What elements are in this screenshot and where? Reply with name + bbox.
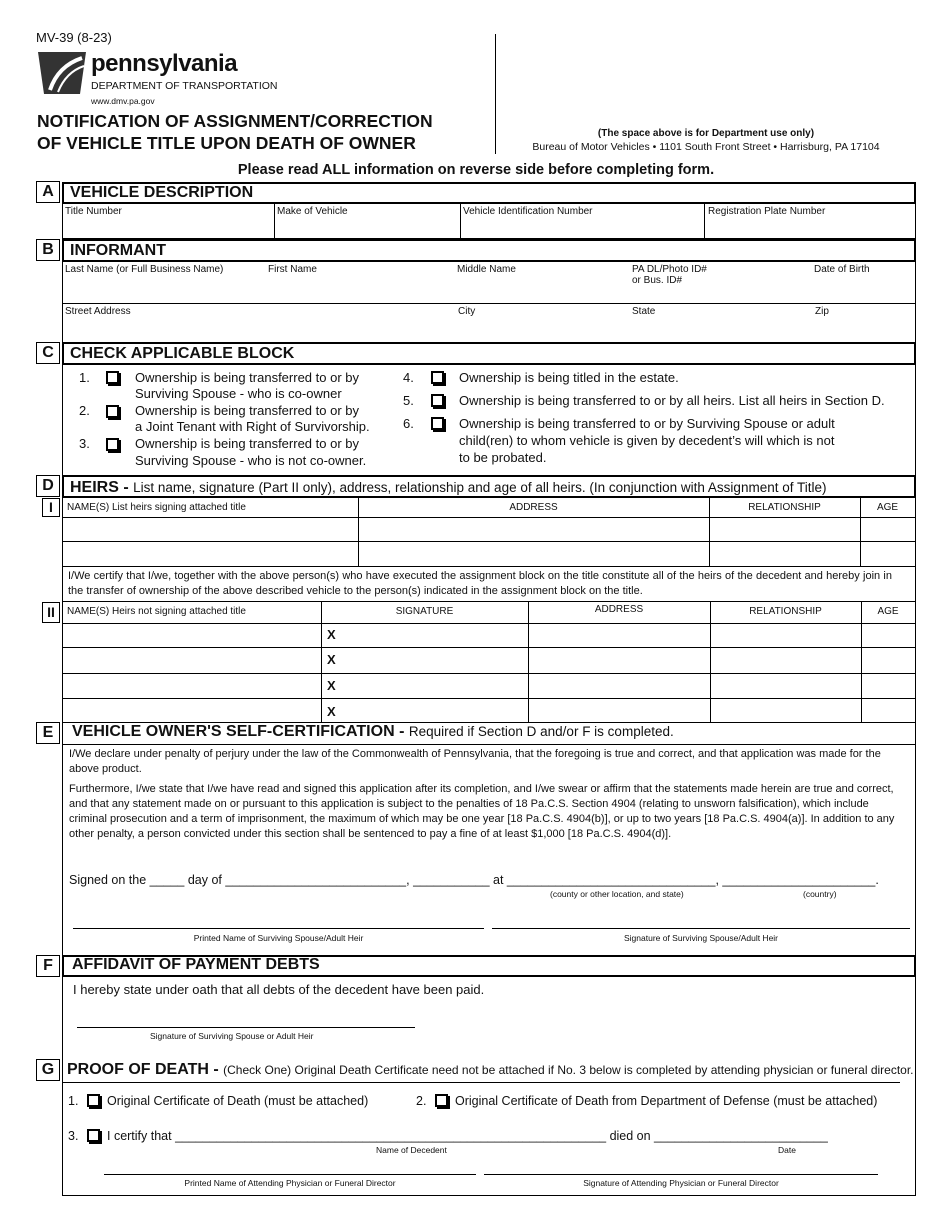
- section-a-letter: A: [36, 181, 60, 203]
- option-3-text2: Surviving Spouse - who is not co-owner.: [135, 453, 367, 468]
- heirs-not-signing-relationship-header: RELATIONSHIP: [749, 606, 822, 617]
- proof-option-2-num: 2.: [416, 1094, 427, 1108]
- proof-option-3-checkbox[interactable]: [87, 1129, 100, 1142]
- read-instructions: Please read ALL information on reverse side before completing form.: [237, 162, 715, 178]
- perjury-declaration: I/We declare under penalty of perjury under the law of the Commonwealth of Pennsylvania, that the foregoing is true and correct, and that application was made for the above product.: [69, 748, 881, 775]
- option-2-num: 2.: [79, 403, 90, 418]
- section-d-letter: D: [36, 475, 60, 497]
- heirs-signing-age-header: AGE: [876, 502, 899, 513]
- signed-on-line[interactable]: Signed on the _____ day of __________________________, ___________ at ______________________________, ______________________.: [69, 873, 879, 887]
- form-code: MV-39 (8-23): [36, 30, 112, 45]
- form-left-border: [62, 183, 63, 1196]
- dob-label: Date of Birth: [814, 264, 870, 275]
- bureau-address: Bureau of Motor Vehicles • 1101 South Front Street • Harrisburg, PA 17104: [532, 141, 880, 153]
- option-1-num: 1.: [79, 370, 90, 385]
- physician-signature-label: Signature of Attending Physician or Funeral Director: [583, 1178, 779, 1188]
- zip-label: Zip: [815, 306, 829, 317]
- make-of-vehicle-label: Make of Vehicle: [277, 206, 348, 217]
- option-6-text3: to be probated.: [459, 450, 547, 465]
- org-name: pennsylvania: [91, 50, 238, 77]
- signature-x-2[interactable]: X: [327, 652, 336, 667]
- bus-id-label: or Bus. ID#: [632, 275, 683, 286]
- option-1-text: Ownership is being transferred to or by: [135, 370, 359, 385]
- heirs-not-signing-name-header: NAME(S) Heirs not signing attached title: [67, 606, 246, 617]
- option-3-text: Ownership is being transferred to or by: [135, 436, 359, 451]
- section-a-title: VEHICLE DESCRIPTION: [70, 184, 254, 201]
- street-address-label: Street Address: [65, 306, 131, 317]
- plate-number-label: Registration Plate Number: [708, 206, 826, 217]
- heirs-not-signing-age-header: AGE: [877, 606, 899, 617]
- debts-paid-statement: I hereby state under oath that all debts of the decedent have been paid.: [73, 982, 485, 997]
- option-6-checkbox[interactable]: [431, 417, 444, 430]
- option-6-text2: child(ren) to whom vehicle is given by decedent’s will which is not: [459, 433, 835, 448]
- middle-name-label: Middle Name: [457, 264, 516, 275]
- option-4-num: 4.: [403, 370, 414, 385]
- signature-x-3[interactable]: X: [327, 678, 336, 693]
- form-bottom-border: [62, 1195, 916, 1196]
- section-c-letter: C: [36, 342, 60, 364]
- death-date-label: Date: [778, 1145, 796, 1155]
- printed-name-line[interactable]: [73, 928, 484, 929]
- proof-option-2-checkbox[interactable]: [435, 1094, 448, 1107]
- form-right-border: [915, 183, 916, 1196]
- title-number-label: Title Number: [65, 206, 122, 217]
- department-name: DEPARTMENT OF TRANSPORTATION: [91, 80, 278, 92]
- heirs-signing-relationship-header: RELATIONSHIP: [748, 502, 821, 513]
- option-5-checkbox[interactable]: [431, 394, 444, 407]
- country-label: (country): [803, 889, 837, 899]
- heirs-not-signing-address-header: ADDRESS: [594, 604, 644, 615]
- option-2-text2: a Joint Tenant with Right of Survivorship.: [135, 419, 370, 434]
- section-d-title: HEIRS - List name, signature (Part II only), address, relationship and age of all heirs. (In conjunction with Assignment of Title): [70, 479, 827, 496]
- county-label: (county or other location, and state): [550, 889, 684, 899]
- section-f-title: AFFIDAVIT OF PAYMENT DEBTS: [72, 956, 320, 973]
- informant-name-field[interactable]: [64, 285, 624, 301]
- section-e-letter: E: [36, 722, 60, 744]
- option-5-num: 5.: [403, 393, 414, 408]
- proof-option-3-num: 3.: [68, 1129, 79, 1143]
- option-3-checkbox[interactable]: [106, 438, 119, 451]
- title-number-field[interactable]: [64, 218, 272, 236]
- physician-printed-name-label: Printed Name of Attending Physician or Funeral Director: [184, 1178, 396, 1188]
- physician-printed-name-line[interactable]: [104, 1174, 476, 1175]
- proof-option-1-checkbox[interactable]: [87, 1094, 100, 1107]
- section-c-title: CHECK APPLICABLE BLOCK: [70, 345, 295, 362]
- option-2-checkbox[interactable]: [106, 405, 119, 418]
- part-1-label: I: [42, 498, 60, 517]
- decedent-name-label: Name of Decedent: [376, 1145, 447, 1155]
- printed-name-label: Printed Name of Surviving Spouse/Adult Heir: [193, 933, 364, 943]
- falsification-statement: Furthermore, I/we state that I/we have read and signed this application after its completion, and I/we swear or affirm that the statements made herein are true and correct, and that any statement made on or pursuant to this application is subject to the penalties of 18 Pa.C.S. Section 4904 (relating to unsworn falsification), which include criminal prosecution and a term of imprisonment, the maximum of which may be one year [18 Pa.C.S. 4904(b)], or up to two years [18 Pa.C.S. 4904(a)]. In addition to any other penalty, a person convicted under this section shall be sentenced to pay a fine of at least $1,000 [18 Pa.C.S. 4904(d)].: [69, 783, 895, 840]
- state-label: State: [632, 306, 656, 317]
- section-f-letter: F: [36, 955, 60, 977]
- option-2-text: Ownership is being transferred to or by: [135, 403, 359, 418]
- make-of-vehicle-field[interactable]: [276, 218, 458, 236]
- option-4-text: Ownership is being titled in the estate.: [459, 370, 679, 385]
- option-1-checkbox[interactable]: [106, 371, 119, 384]
- heirs-signing-name-header: NAME(S) List heirs signing attached title: [67, 502, 246, 513]
- heirs-signing-address-header: ADDRESS: [509, 502, 558, 513]
- pa-dl-label: PA DL/Photo ID#: [632, 264, 707, 275]
- website[interactable]: www.dmv.pa.gov: [91, 96, 155, 106]
- last-name-label: Last Name (or Full Business Name): [65, 264, 224, 275]
- section-g-letter: G: [36, 1059, 60, 1081]
- vin-field[interactable]: [462, 218, 702, 236]
- section-g-title: PROOF OF DEATH - (Check One) Original Death Certificate need not be attached if No. 3 below is completed by attending physician or funeral director.: [67, 1061, 914, 1078]
- signature-line[interactable]: [492, 928, 910, 929]
- proof-option-1-num: 1.: [68, 1094, 79, 1108]
- informant-address-field[interactable]: [64, 320, 904, 338]
- debts-signature-label: Signature of Surviving Spouse or Adult Heir: [150, 1031, 314, 1041]
- signature-x-4[interactable]: X: [327, 704, 336, 719]
- plate-number-field[interactable]: [706, 218, 912, 236]
- proof-option-3-text[interactable]: I certify that ______________________________________________________________ died on _________________________: [107, 1129, 828, 1143]
- section-b-title: INFORMANT: [70, 242, 166, 259]
- header-divider: [495, 34, 496, 154]
- signature-label: Signature of Surviving Spouse/Adult Heir: [623, 933, 779, 943]
- option-1-text2: Surviving Spouse - who is co-owner: [135, 386, 342, 401]
- vin-label: Vehicle Identification Number: [463, 206, 593, 217]
- option-6-num: 6.: [403, 416, 414, 431]
- part-2-label: II: [42, 602, 60, 623]
- section-b-header: [62, 239, 916, 262]
- section-b-letter: B: [36, 239, 60, 261]
- proof-option-1-text: Original Certificate of Death (must be attached): [107, 1094, 369, 1108]
- physician-signature-line[interactable]: [484, 1174, 878, 1175]
- section-e-title: VEHICLE OWNER'S SELF-CERTIFICATION - Required if Section D and/or F is completed.: [72, 723, 674, 740]
- penndot-keystone-logo: [36, 50, 88, 96]
- heirs-certification: I/We certify that I/we, together with the above person(s) who have executed the assignment block on the title constitute all of the heirs of the decedent and hereby join in the transfer of ownership of the above described vehicle to the person(s) indicated in the assignment block on the title.: [68, 570, 892, 597]
- option-5-text: Ownership is being transferred to or by all heirs. List all heirs in Section D.: [459, 393, 885, 408]
- heirs-not-signing-signature-header: SIGNATURE: [395, 606, 454, 617]
- city-label: City: [458, 306, 476, 317]
- option-3-num: 3.: [79, 436, 90, 451]
- option-6-text: Ownership is being transferred to or by Surviving Spouse or adult: [459, 416, 835, 431]
- proof-option-2-text: Original Certificate of Death from Department of Defense (must be attached): [455, 1094, 878, 1108]
- debts-signature-line[interactable]: [77, 1027, 415, 1028]
- option-4-checkbox[interactable]: [431, 371, 444, 384]
- form-title-line2: OF VEHICLE TITLE UPON DEATH OF OWNER: [37, 133, 416, 153]
- first-name-label: First Name: [268, 264, 317, 275]
- dept-use-note: (The space above is for Department use only): [597, 128, 815, 139]
- form-title-line1: NOTIFICATION OF ASSIGNMENT/CORRECTION: [37, 111, 433, 131]
- signature-x-1[interactable]: X: [327, 627, 336, 642]
